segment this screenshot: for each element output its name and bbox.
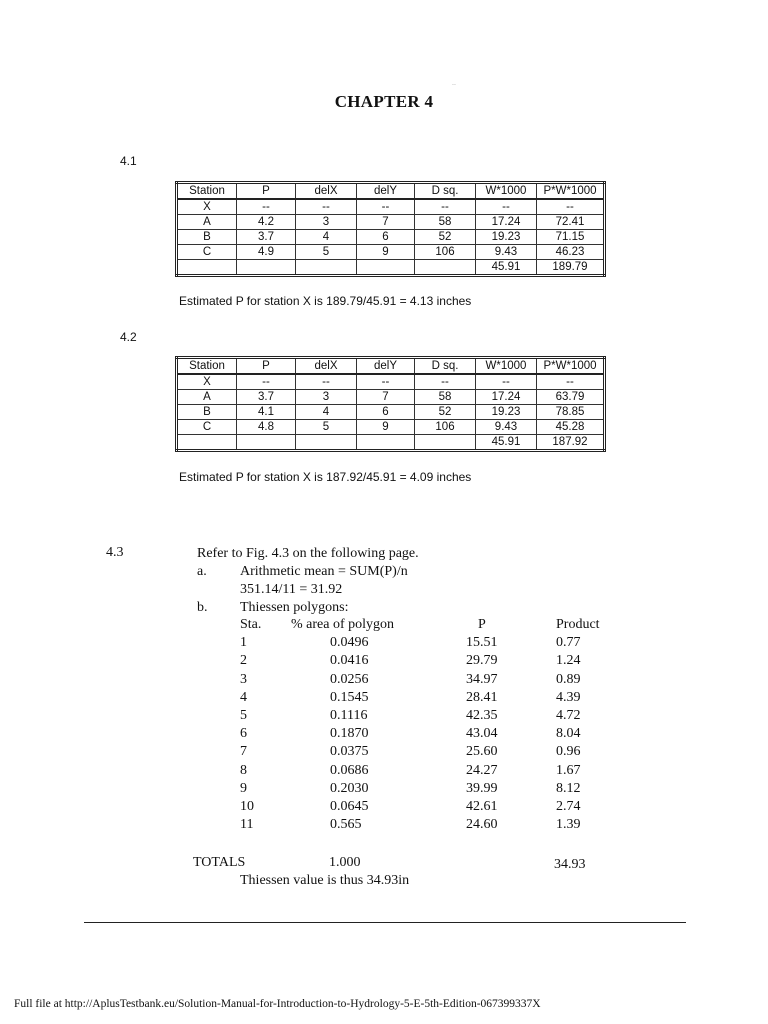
table-cell: --: [296, 374, 357, 390]
header-sta: Sta.: [240, 617, 262, 632]
table-header-cell: P*W*1000: [537, 183, 605, 200]
problem-number-4-1: 4.1: [120, 154, 137, 168]
table-cell: [296, 260, 357, 276]
station-cell: 3: [240, 671, 247, 687]
part-a-calc: 351.14/11 = 31.92: [240, 582, 343, 597]
table-header-cell: D sq.: [415, 358, 476, 375]
problem-4-3-intro: Refer to Fig. 4.3 on the following page.: [197, 546, 419, 561]
table-cell: 58: [415, 215, 476, 230]
totals-area: 1.000: [329, 855, 361, 870]
table-cell: 4.8: [237, 420, 296, 435]
station-cell: 2: [240, 653, 247, 669]
table-4-1: [175, 181, 606, 277]
table-cell: 9.43: [476, 420, 537, 435]
table-cell: 72.41: [537, 215, 605, 230]
table-header-cell: P: [237, 183, 296, 200]
table-cell: 106: [415, 420, 476, 435]
station-cell: 6: [240, 726, 247, 742]
table-cell: [415, 260, 476, 276]
table-cell: 3: [296, 390, 357, 405]
area-cell: 0.0256: [330, 671, 369, 687]
table-cell: 9.43: [476, 245, 537, 260]
table-header-cell: W*1000: [476, 358, 537, 375]
table-header-cell: Station: [177, 183, 237, 200]
table-header-cell: delY: [357, 358, 415, 375]
p-cell: 43.04: [466, 726, 498, 742]
area-cell: 0.0645: [330, 798, 369, 814]
table-cell: 4.9: [237, 245, 296, 260]
table-header-row: [177, 183, 605, 200]
table-cell: 9: [357, 420, 415, 435]
table-cell: B: [177, 230, 237, 245]
table-cell: B: [177, 405, 237, 420]
table-row: [177, 420, 605, 435]
product-cell: 0.96: [556, 744, 581, 760]
table-cell: 4: [296, 405, 357, 420]
table-header-cell: W*1000: [476, 183, 537, 200]
p-cell: 15.51: [466, 635, 498, 651]
table-cell: 4: [296, 230, 357, 245]
p-cell: 42.35: [466, 707, 498, 723]
p-cell: 24.27: [466, 762, 498, 778]
area-cell: 0.0416: [330, 653, 369, 669]
table-cell: 52: [415, 405, 476, 420]
table-cell: --: [537, 374, 605, 390]
table-cell: [296, 435, 357, 451]
table-cell: --: [476, 374, 537, 390]
station-cell: 9: [240, 780, 247, 796]
part-b-label: b.: [197, 600, 208, 615]
table-cell: [177, 260, 237, 276]
table-cell: 3: [296, 215, 357, 230]
table-cell: 45.91: [476, 435, 537, 451]
table-cell: --: [415, 374, 476, 390]
product-cell: 0.77: [556, 635, 581, 651]
table-row: [177, 230, 605, 245]
problem-number-4-3: 4.3: [106, 545, 124, 560]
table-cell: [357, 435, 415, 451]
table-cell: --: [357, 374, 415, 390]
estimate-4-2: Estimated P for station X is 187.92/45.91 = 4.09 inches: [179, 470, 472, 484]
p-cell: 25.60: [466, 744, 498, 760]
table-cell: 58: [415, 390, 476, 405]
table-row: [177, 435, 605, 451]
area-cell: 0.1545: [330, 689, 369, 705]
table-cell: 19.23: [476, 405, 537, 420]
table-cell: 5: [296, 420, 357, 435]
header-area: % area of polygon: [291, 617, 395, 632]
product-cell: 4.39: [556, 689, 581, 705]
area-cell: 0.0375: [330, 744, 369, 760]
table-header-cell: delX: [296, 358, 357, 375]
header-p: P: [478, 617, 486, 632]
header-product: Product: [556, 617, 600, 632]
table-cell: 46.23: [537, 245, 605, 260]
table-4-2: [175, 356, 606, 452]
station-cell: 7: [240, 744, 247, 760]
product-cell: 8.12: [556, 780, 581, 796]
table-cell: [357, 260, 415, 276]
area-cell: 0.565: [330, 817, 362, 833]
area-cell: 0.1870: [330, 726, 369, 742]
table-cell: 6: [357, 405, 415, 420]
conclusion: Thiessen value is thus 34.93in: [240, 873, 410, 888]
table-row: [177, 374, 605, 390]
table-row: [177, 215, 605, 230]
table-cell: 63.79: [537, 390, 605, 405]
p-cell: 24.60: [466, 817, 498, 833]
product-cell: 1.24: [556, 653, 581, 669]
table-cell: 45.28: [537, 420, 605, 435]
table-cell: 187.92: [537, 435, 605, 451]
table-header-row: [177, 358, 605, 375]
table-row: [177, 405, 605, 420]
table-cell: 17.24: [476, 215, 537, 230]
table-row: [177, 260, 605, 276]
p-cell: 34.97: [466, 671, 498, 687]
p-cell: 39.99: [466, 780, 498, 796]
table-cell: [177, 435, 237, 451]
part-a-label: a.: [197, 564, 207, 579]
table-cell: --: [476, 199, 537, 215]
table-cell: 9: [357, 245, 415, 260]
p-cell: 42.61: [466, 798, 498, 814]
table-cell: A: [177, 390, 237, 405]
table-cell: 7: [357, 390, 415, 405]
table-cell: C: [177, 420, 237, 435]
totals-product: 34.93: [554, 857, 586, 872]
table-cell: --: [537, 199, 605, 215]
table-cell: 3.7: [237, 390, 296, 405]
scan-speck: ..: [452, 80, 456, 87]
table-cell: X: [177, 374, 237, 390]
station-cell: 5: [240, 707, 247, 723]
area-cell: 0.0686: [330, 762, 369, 778]
table-header-cell: P*W*1000: [537, 358, 605, 375]
table-cell: 78.85: [537, 405, 605, 420]
estimate-4-1: Estimated P for station X is 189.79/45.91 = 4.13 inches: [179, 294, 472, 308]
product-cell: 4.72: [556, 707, 581, 723]
table-row: [177, 245, 605, 260]
table-cell: 7: [357, 215, 415, 230]
table-cell: 71.15: [537, 230, 605, 245]
product-cell: 1.39: [556, 817, 581, 833]
table-header-cell: delX: [296, 183, 357, 200]
p-cell: 28.41: [466, 689, 498, 705]
footer-rule: [84, 922, 686, 923]
table-cell: 189.79: [537, 260, 605, 276]
table-header-cell: Station: [177, 358, 237, 375]
table-header-cell: delY: [357, 183, 415, 200]
product-cell: 0.89: [556, 671, 581, 687]
area-cell: 0.0496: [330, 635, 369, 651]
product-cell: 1.67: [556, 762, 581, 778]
table-row: [177, 199, 605, 215]
table-cell: 17.24: [476, 390, 537, 405]
table-cell: --: [237, 374, 296, 390]
table-cell: 106: [415, 245, 476, 260]
station-cell: 4: [240, 689, 247, 705]
product-cell: 2.74: [556, 798, 581, 814]
totals-label: TOTALS: [193, 855, 246, 870]
product-cell: 8.04: [556, 726, 581, 742]
table-row: [177, 390, 605, 405]
table-cell: C: [177, 245, 237, 260]
station-cell: 10: [240, 798, 254, 814]
station-cell: 11: [240, 817, 254, 833]
problem-number-4-2: 4.2: [120, 330, 137, 344]
station-cell: 8: [240, 762, 247, 778]
table-header-cell: P: [237, 358, 296, 375]
table-cell: [415, 435, 476, 451]
table-cell: 19.23: [476, 230, 537, 245]
table-cell: X: [177, 199, 237, 215]
area-cell: 0.2030: [330, 780, 369, 796]
table-cell: 4.1: [237, 405, 296, 420]
area-cell: 0.1116: [330, 707, 368, 723]
table-cell: [237, 260, 296, 276]
table-cell: --: [415, 199, 476, 215]
table-cell: 52: [415, 230, 476, 245]
chapter-title: CHAPTER 4: [334, 92, 434, 111]
table-cell: --: [357, 199, 415, 215]
table-cell: 4.2: [237, 215, 296, 230]
station-cell: 1: [240, 635, 247, 651]
table-cell: 45.91: [476, 260, 537, 276]
table-cell: 6: [357, 230, 415, 245]
table-cell: 3.7: [237, 230, 296, 245]
table-header-cell: D sq.: [415, 183, 476, 200]
part-a-title: Arithmetic mean = SUM(P)/n: [240, 564, 408, 579]
table-cell: --: [237, 199, 296, 215]
part-b-title: Thiessen polygons:: [240, 600, 349, 615]
table-cell: 5: [296, 245, 357, 260]
table-cell: --: [296, 199, 357, 215]
p-cell: 29.79: [466, 653, 498, 669]
footer-link[interactable]: Full file at http://AplusTestbank.eu/Solution-Manual-for-Introduction-to-Hydrology-5-E-5th-Edition-067399337X: [14, 998, 541, 1010]
table-cell: A: [177, 215, 237, 230]
table-cell: [237, 435, 296, 451]
